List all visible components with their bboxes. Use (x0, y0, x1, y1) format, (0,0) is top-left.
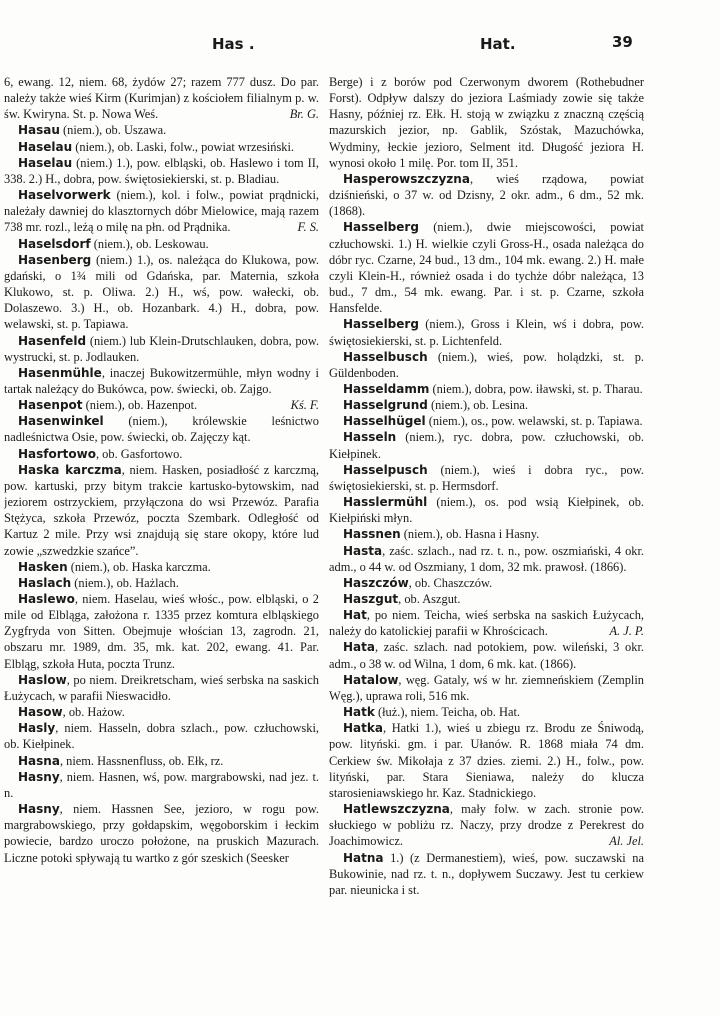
entry-text: , po niem. Dreikretscham, wieś serbska na saskich Łużycach, w parafii Nieswacidło. (4, 672, 319, 703)
dictionary-entry (329, 349, 644, 381)
entry-author-signature: Kś. F. (290, 398, 319, 413)
entry-headword: Haselau (18, 139, 73, 154)
right-column (329, 74, 644, 1010)
entry-text: Berge) i z borów pod Czerwonym dworem (Rothebudner Forst). Odpływ dalszy do jeziora Laśmiady zowie się także Hasny, później rz. Ełk. H. stoją w związku z znaczną częścią mazurskich jezior, np. Gablik, Szóstak, Mazuchówka, Wydminy, łeckie jezioro, Selment itd. Długość jeziora H. wynosi około 1 milę. Por. tom II, 351. (329, 75, 644, 170)
entry-headword: Hasenpot (18, 398, 83, 413)
entry-headword: Hasenmühle (18, 365, 102, 380)
entry-headword: Hat (343, 608, 367, 623)
dictionary-entry (4, 462, 319, 559)
entry-text: , mały folw. w zach. stronie pow. słuckiego w pobliżu rz. Naczy, przy drodze z Perekrest do Joachimowicz. (329, 802, 644, 849)
entry-headword: Haselau (18, 155, 73, 170)
entry-text: , niem. Hassnen See, jezioro, w rogu pow. margrabowskiego, przy gołdapskim, węgoborskim i łeckim powiecie, bardzo uroczo położone, na pruskich Mazurach. Liczne potoki spływają tu wartko z gór szeskich (Seesker (4, 802, 319, 865)
dictionary-entry (329, 575, 644, 591)
dictionary-entry (329, 74, 644, 171)
dictionary-entry (4, 139, 319, 155)
dictionary-entry (4, 333, 319, 365)
entry-text: (niem.), dwie miejscowości, powiat człuchowski. 1.) H. wielkie czyli Gross-H., osada należąca do dóbr ryc. Czarne, 24 bud., 13 dm., 104 mk. ewang. 2.) H. małe czyli Klein-H., również osada i do tychże dóbr należąca, 13 bud., 7 dm., 54 mk. ewang. Par. i st. p. Czarne, szkoła Hansfelde. (329, 220, 644, 316)
dictionary-entry (4, 769, 319, 801)
entry-text: , niem. Hassnenfluss, ob. Ełk, rz. (59, 753, 224, 768)
entry-text: , niem. Haselau, wieś włośc., pow. elbląski, o 2 mile od Elbląga, założona r. 1335 przez komtura elbląskiego Zygfryda von Sitten. Obejmuje włościan 13, zagrodn. 21, obszaru mr. 1989, dm. 35, mk. kat. 202, ewang. 41. Par. Elbląg, szkoła Huta, poczta Trunz. (4, 592, 319, 671)
entry-text: (niem.), os. pod wsią Kiełpinek, ob. Kiełpiński młyn. (329, 495, 644, 526)
left-column (4, 74, 319, 1010)
entry-text: (niem.), ob. Uszawa. (59, 123, 167, 138)
dictionary-entry (329, 850, 644, 898)
dictionary-entry (4, 720, 319, 752)
entry-text: , zaśc. szlach. nad potokiem, pow. wileński, 3 okr. adm., o 38 w. od Wilna, 1 dom, 6 mk. kat. (1866). (329, 640, 644, 671)
entry-text: (niem.), dobra, pow. iławski, st. p. Tharau. (429, 381, 643, 396)
entry-text: (niem.) 1.), os. należąca do Klukowa, pow. gdański, o 1¾ mili od Gdańska, par. Maternia, szkoła Klukowo, st. p. Oliwa. 2.) H., wś, pow. wałecki, ob. Dolaszewo. 3.) H., ob. Hozanbark. 4.) H., dobra, pow. welawski, st. p. Tapiawa. (4, 252, 319, 332)
dictionary-entry (4, 413, 319, 445)
dictionary-entry (329, 801, 644, 849)
entry-headword: Hatlewszczyzna (343, 802, 450, 817)
entry-text: (niem.), królewskie leśnictwo nadleśnictwa Osie, pow. świecki, ob. Zajęczy kąt. (4, 414, 319, 445)
entry-text: , ob. Chaszczów. (408, 575, 493, 590)
dictionary-entry (4, 672, 319, 704)
entry-headword: Hasenwinkel (18, 414, 104, 429)
entry-headword: Hasselpusch (343, 462, 428, 477)
dictionary-entry (329, 720, 644, 801)
dictionary-entry (329, 607, 644, 639)
entry-text: (niem.), Gross i Klein, wś i dobra, pow. świętosiekierski, st. p. Lichtenfeld. (329, 317, 644, 348)
entry-text: (niem.), kol. i folw., powiat prądnicki, należały dawniej do klasztornych dóbr Mielowice, mają razem 738 mr. rozl., leżą o milę na płn. od Prądnika. (4, 188, 319, 235)
dictionary-entry (4, 591, 319, 672)
entry-text: , wieś rządowa, powiat dziśnieński, o 37 w. od Dzisny, 2 okr. adm., 6 dm., 52 mk. (1868). (329, 171, 644, 219)
dictionary-entry (4, 155, 319, 187)
entry-text: (niem.), ryc. dobra, pow. człuchowski, ob. Kiełpinek. (329, 430, 644, 461)
entry-text: (niem.), ob. Laski, folw., powiat wrzesiński. (72, 139, 295, 154)
entry-headword: Hatalow (343, 672, 399, 687)
entry-text: (niem.), ob. Haska karczma. (67, 559, 211, 574)
entry-headword: Hatk (343, 705, 375, 720)
header-right-keyword: Hat. (480, 35, 516, 53)
entry-text: 1.) (z Dermanestiem), wieś, pow. suczawski na Bukowinie, nad rz. t. n., dopływem Suczawy. Jest tu cerkiew par. nieunicka i st. (329, 850, 644, 897)
entry-headword: Hatna (343, 850, 384, 865)
dictionary-entry (329, 397, 644, 413)
entry-headword: Hasseldamm (343, 381, 430, 396)
page-number: 39 (612, 33, 633, 51)
entry-headword: Haselsdorf (18, 236, 91, 251)
entry-text: , zaśc. szlach., nad rz. t. n., pow. oszmiański, 4 okr. adm., o 44 w. od Oszmiany, 1 dom, 32 mk. prawosł. (1866). (329, 543, 644, 574)
header-left-keyword: Has . (212, 35, 255, 53)
dictionary-entry (4, 753, 319, 769)
dictionary-entry (4, 74, 319, 122)
entry-text: , węg. Gataly, wś w hr. ziemneńskiem (Zemplin Węg.), uprawa roli, 516 mk. (329, 672, 644, 703)
entry-headword: Hata (343, 640, 375, 655)
entry-text: , ob. Gasfortowo. (95, 446, 183, 461)
dictionary-entry (329, 219, 644, 316)
entry-headword: Hasselgrund (343, 398, 428, 413)
dictionary-entry (4, 187, 319, 235)
dictionary-entry (4, 575, 319, 591)
dictionary-entry (329, 316, 644, 348)
dictionary-entry (329, 526, 644, 542)
entry-author-signature: Br. G. (289, 107, 319, 122)
entry-text: , ob. Aszgut. (398, 592, 461, 606)
entry-text: (niem.), wieś i dobra ryc., pow. świętosiekierski, st. p. Hermsdorf. (329, 462, 644, 493)
entry-headword: Hasenberg (18, 252, 92, 267)
entry-headword: Hasau (18, 123, 60, 138)
entry-headword: Hasny (18, 802, 60, 817)
entry-headword: Hasslermühl (343, 495, 428, 510)
entry-headword: Hasperowszczyzna (343, 171, 470, 186)
entry-text: (niem.), wieś, pow. holądzki, st. p. Güldenboden. (329, 349, 644, 380)
entry-text: , niem. Hasnen, wś, pow. margrabowski, nad jez. t. n. (4, 769, 319, 800)
entry-author-signature: A. J. P. (609, 624, 644, 639)
entry-headword: Hasselberg (343, 317, 419, 332)
entry-headword: Haslach (18, 575, 72, 590)
entry-headword: Haszczów (343, 575, 409, 590)
entry-text: (łuż.), niem. Teicha, ob. Hat. (374, 705, 520, 720)
entry-headword: Hasken (18, 559, 68, 574)
dictionary-entry (329, 494, 644, 526)
entry-headword: Hasta (343, 543, 383, 558)
entry-headword: Hasselberg (343, 220, 419, 235)
entry-text: (niem.) lub Klein-Drutschlauken, dobra, pow. wystrucki, st. p. Jodlauken. (4, 333, 319, 364)
entry-headword: Hasfortowo (18, 446, 96, 461)
dictionary-entry (329, 591, 644, 607)
dictionary-entry (329, 429, 644, 461)
dictionary-entry (329, 672, 644, 704)
entry-headword: Hasna (18, 753, 60, 768)
entry-author-signature: F. S. (297, 220, 319, 235)
entry-text: (niem.), os., pow. welawski, st. p. Tapiawa. (425, 414, 643, 429)
entry-headword: Haszgut (343, 592, 399, 606)
entry-headword: Hasenfeld (18, 333, 87, 348)
dictionary-entry (4, 704, 319, 720)
dictionary-entry (4, 252, 319, 333)
entry-headword: Hasselbusch (343, 349, 428, 364)
entry-headword: Hasly (18, 721, 56, 736)
entry-author-signature: Al. Jel. (609, 834, 644, 849)
dictionary-entry (329, 543, 644, 575)
entry-text: (niem.), ob. Lesina. (427, 398, 529, 413)
entry-text: (niem.), ob. Leskowau. (90, 236, 209, 251)
entry-headword: Haska karczma (18, 462, 122, 477)
entry-text: (niem.) 1.), pow. elbląski, ob. Haslewo i tom II, 338. 2.) H., dobra, pow. świętosiekierski, st. p. Bladiau. (4, 155, 319, 186)
entry-text: (niem.), ob. Hasna i Hasny. (400, 527, 540, 542)
dictionary-entry (4, 446, 319, 462)
entry-text: , ob. Hażow. (62, 705, 125, 720)
dictionary-entry (329, 462, 644, 494)
dictionary-entry (4, 801, 319, 866)
dictionary-entry (329, 639, 644, 671)
dictionary-entry (4, 236, 319, 252)
entry-headword: Hasny (18, 769, 60, 784)
dictionary-entry (329, 381, 644, 397)
dictionary-entry (329, 413, 644, 429)
entry-text: , inaczej Bukowitzermühle, młyn wodny i tartak należący do Bukówca, pow. świecki, ob. Zajgo. (4, 365, 319, 396)
entry-headword: Haslow (18, 672, 67, 687)
entry-text: (niem.), ob. Hażlach. (71, 575, 179, 590)
dictionary-entry (4, 122, 319, 138)
dictionary-entry (4, 559, 319, 575)
dictionary-entry (329, 171, 644, 219)
entry-headword: Hatka (343, 721, 383, 736)
entry-text: , niem. Hasseln, dobra szlach., pow. człuchowski, ob. Kiełpinek. (4, 721, 319, 752)
entry-headword: Hasow (18, 705, 63, 720)
running-header (0, 31, 720, 55)
entry-headword: Haslewo (18, 592, 75, 606)
entry-headword: Haselvorwerk (18, 188, 111, 203)
entry-headword: Hasselhügel (343, 414, 426, 429)
entry-text: , Hatki 1.), wieś u zbiegu rz. Brodu ze Śniwodą, pow. lityński. gm. i par. Ułanów. R. 1868 miała 74 dm. Cerkiew św. Mikołaja z 37 dzies. ziemi. 2.) H., folw., pow. lityński, par. Stara Sieniawa, należy do klucza starosieniawskiego hr. Kaz. Stadnickiego. (329, 721, 644, 800)
dictionary-entry (329, 704, 644, 720)
entry-headword: Hassnen (343, 527, 401, 542)
entry-text: 6, ewang. 12, niem. 68, żydów 27; razem 777 dusz. Do par. należy także wieś Kirm (Kurimjan) z kościołem filialnym p. w. św. Kwiryna. St. p. Nowa Weś. (4, 75, 319, 122)
entry-text: , niem. Hasken, posiadłość z karczmą, pow. kartuski, przy bitym trakcie kartusko-bytowskim, nad jeziorem ostrzyckiem, przyłączona do wsi Przewóz. Parafia Stężyca, szkoła Przewóz, poczta Szembark. Odległość od Kartuz 2 mile. Przy wsi znajdują się stare okopy, które lud zowie „szwedzkie szańce”. (4, 462, 319, 558)
entry-text: (niem.), ob. Hazenpot. (82, 398, 198, 413)
entry-headword: Hasseln (343, 430, 397, 445)
entry-text: , po niem. Teicha, wieś serbska na saskich Łużycach, należy do katolickiej parafii w Khrościcach. (329, 608, 644, 639)
